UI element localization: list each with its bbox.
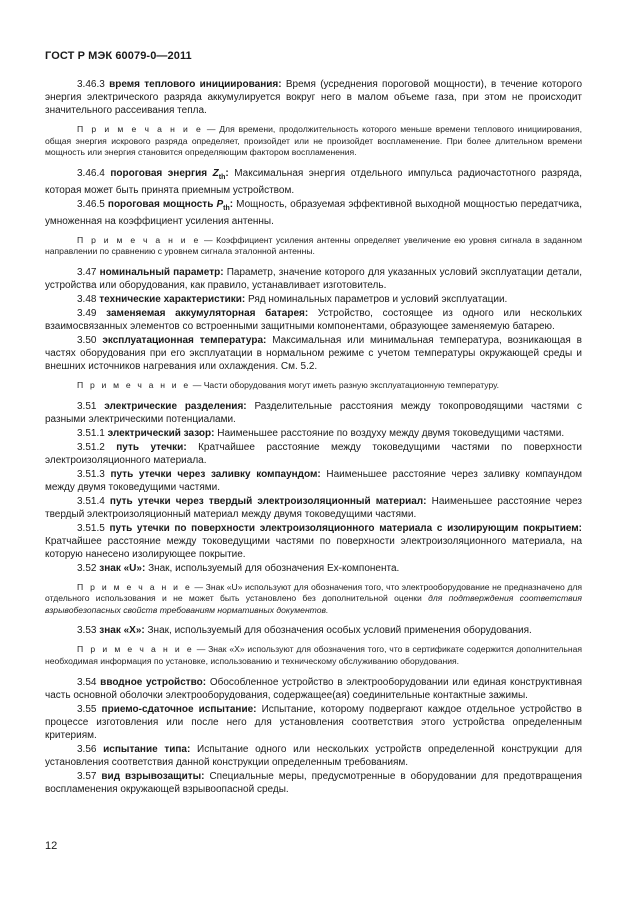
clause-paragraph <box>45 441 582 467</box>
note-paragraph <box>45 644 582 667</box>
clause-number: 3.51.1 <box>77 427 105 439</box>
term: знак «X»: <box>99 625 145 637</box>
term: знак «U»: <box>99 562 146 574</box>
clause-number: 3.51.3 <box>77 468 105 480</box>
clause-paragraph <box>45 495 582 521</box>
term: номинальный параметр: <box>99 266 224 278</box>
clause-number: 3.48 <box>77 293 97 305</box>
note-label: П р и м е ч а н и е <box>77 581 192 592</box>
clause-paragraph <box>45 522 582 561</box>
clause-number: 3.49 <box>77 307 97 319</box>
clause-text: Кратчайшее расстояние между токоведущими частями по поверхности электроизоляционного материала. <box>45 441 583 466</box>
document-body <box>45 78 582 797</box>
note-label: П р и м е ч а н и е <box>77 234 201 245</box>
clause-number: 3.46.5 <box>77 198 105 210</box>
clause-number: 3.51.4 <box>77 495 105 507</box>
note-label: П р и м е ч а н и е <box>77 124 204 134</box>
clause-text: Мощность, образуемая эффективной выходной мощностью передатчика, умноженная на коэффициент усиления антенны. <box>45 198 582 227</box>
term: электрические разделения: <box>104 400 247 412</box>
clause-number: 3.47 <box>77 266 97 278</box>
term: пороговая энергия $Z_{th}$: <box>110 167 229 181</box>
clause-text: Наименьшее расстояние через заливку компаундом между двумя токоведущими частями. <box>45 468 583 493</box>
clause-paragraph <box>45 198 582 228</box>
clause-paragraph <box>45 78 582 117</box>
term: электрический зазор: <box>107 427 215 439</box>
clause-text: Знак, используемый для обозначения особых условий применения оборудования. <box>147 625 532 637</box>
term: эксплуатационная температура: <box>102 334 267 346</box>
clause-number: 3.52 <box>77 562 97 574</box>
clause-number: 3.50 <box>77 334 97 346</box>
clause-paragraph <box>45 307 582 333</box>
term: заменяемая аккумуляторная батарея: <box>106 307 309 319</box>
term: технические характеристики: <box>99 293 246 305</box>
clause-number: 3.56 <box>77 743 97 755</box>
clause-paragraph <box>45 400 582 426</box>
note-paragraph <box>45 124 582 159</box>
clause-text: Параметр, значение которого для указанных условий эксплуатации детали, устройства или оборудования, как правило, устанавливает изготовитель. <box>45 266 583 291</box>
note-label: П р и м е ч а н и е <box>77 379 191 390</box>
term: приемо-сдаточное испытание: <box>101 703 257 715</box>
term: время теплового инициирования: <box>109 79 282 90</box>
clause-text: Наименьшее расстояние через твердый электроизоляционный материал между двумя токоведущими частями. <box>45 495 582 520</box>
clause-text: Наименьшее расстояние по воздуху между двумя токоведущими частями. <box>217 427 565 439</box>
clause-text: Устройство, состоящее из одного или нескольких взаимосвязанных элементов со встроенными защитными компонентами, образующее заменяемую батарею. <box>45 307 583 332</box>
clause-text: Время (усреднения пороговой мощности), в течение которого энергия электрического разряда аккумулируется вокруг него в малом объеме газа, при этом не происходит значительного рассеивания тепла. <box>45 79 583 116</box>
clause-paragraph <box>45 703 582 742</box>
term: испытание типа: <box>103 743 191 755</box>
clause-text: Испытание, которому подвергают каждое отдельное устройство в процессе изготовления или после него для установления соответствия этого устройства определенным критериям. <box>45 703 582 741</box>
clause-paragraph <box>45 266 582 292</box>
clause-number: 3.55 <box>77 703 97 715</box>
clause-number: 3.46.4 <box>77 167 105 179</box>
clause-text: Ряд номинальных параметров и условий эксплуатации. <box>248 293 508 305</box>
clause-text: Знак, используемый для обозначения Ex-компонента. <box>148 562 400 574</box>
note-text: — Знак «U» используют для обозначения того, что электрооборудование не предназначено для отдельного использования и не может быть установлено без дополнительной оценки <box>45 581 582 604</box>
clause-paragraph <box>45 167 582 197</box>
clause-text: Кратчайшее расстояние между токоведущими частями по поверхности электроизоляционного материала, на которую нанесено изолирующее покрытие. <box>45 535 582 560</box>
term: вид взрывозащиты: <box>101 770 205 782</box>
term: путь утечки по поверхности электроизоляционного материала с изолирующим покрытием: <box>109 522 583 534</box>
note-paragraph <box>45 380 582 392</box>
clause-paragraph <box>45 334 582 373</box>
clause-paragraph <box>45 562 582 575</box>
term: путь утечки через твердый электроизоляционный материал: <box>109 495 427 507</box>
page-number: 12 <box>45 840 58 852</box>
clause-text: Разделительные расстояния между токопроводящими частями с разными электрическими потенциалами. <box>45 400 582 425</box>
clause-text: Испытание одного или нескольких устройств определенной конструкции для установления соответствия данной конструкции определенным требованиям. <box>45 743 582 768</box>
term: пороговая мощность $P_{th}$: <box>107 198 234 212</box>
clause-number: 3.51.5 <box>77 522 105 534</box>
term: путь утечки через заливку компаундом: <box>110 468 321 480</box>
note-italic-text: для подтверждения соответствия взрывобезопасных свойств требованиям нормативных документов. <box>45 593 582 615</box>
note-paragraph <box>45 582 582 617</box>
clause-paragraph <box>45 743 582 769</box>
document-header: ГОСТ Р МЭК 60079-0—2011 <box>45 50 192 62</box>
clause-number: 3.46.3 <box>77 79 105 90</box>
note-paragraph <box>45 235 582 258</box>
clause-text: Специальные меры, предусмотренные в оборудовании для предотвращения воспламенения окружающей взрывоопасной среды. <box>45 770 583 795</box>
clause-paragraph <box>45 293 582 306</box>
term: путь утечки: <box>116 441 187 453</box>
clause-number: 3.54 <box>77 676 97 688</box>
clause-text: Максимальная энергия отдельного импульса радиочастотного разряда, которая может быть принята приемным устройством. <box>45 167 583 196</box>
clause-paragraph <box>45 624 582 637</box>
note-text: — Коэффициент усиления антенны определяет увеличение ею уровня сигнала в заданном направлении по сравнению с уровнем сигнала эталонной антенны. <box>45 234 582 257</box>
clause-number: 3.51 <box>77 400 97 412</box>
clause-paragraph <box>45 676 582 702</box>
clause-paragraph <box>45 468 582 494</box>
term: вводное устройство: <box>100 676 207 688</box>
clause-number: 3.51.2 <box>77 441 105 453</box>
note-text: — Знак «X» используют для обозначения того, что в сертификате содержится дополнительная необходимая информация по установке, использованию и техническому обслуживанию оборудования. <box>45 644 582 666</box>
clause-number: 3.57 <box>77 770 97 782</box>
note-text: — Для времени, продолжительность которого меньше времени теплового инициирования, общая энергия искрового разряда определяет, произойдет или не произойдет воспламенение. При более длительном времени мощность или энергия становится определяющим фактором воспламенения. <box>45 124 583 158</box>
note-label: П р и м е ч а н и е <box>77 644 194 655</box>
clause-text: Максимальная или минимальная температура, возникающая в частях оборудования при его эксплуатации в нормальном режиме с учетом температуры окружающей среды и внешних источников нагревания или охлаждения. См. 5.2. <box>45 334 582 372</box>
clause-paragraph <box>45 427 582 440</box>
note-text: — Части оборудования могут иметь разную эксплуатационную температуру. <box>192 379 499 390</box>
clause-paragraph <box>45 770 582 796</box>
clause-number: 3.53 <box>77 625 97 637</box>
clause-text: Обособленное устройство в электрооборудовании или единая конструктивная часть основной оболочки электрооборудования, содержащее(ая) соединительные контактные зажимы. <box>45 676 583 701</box>
